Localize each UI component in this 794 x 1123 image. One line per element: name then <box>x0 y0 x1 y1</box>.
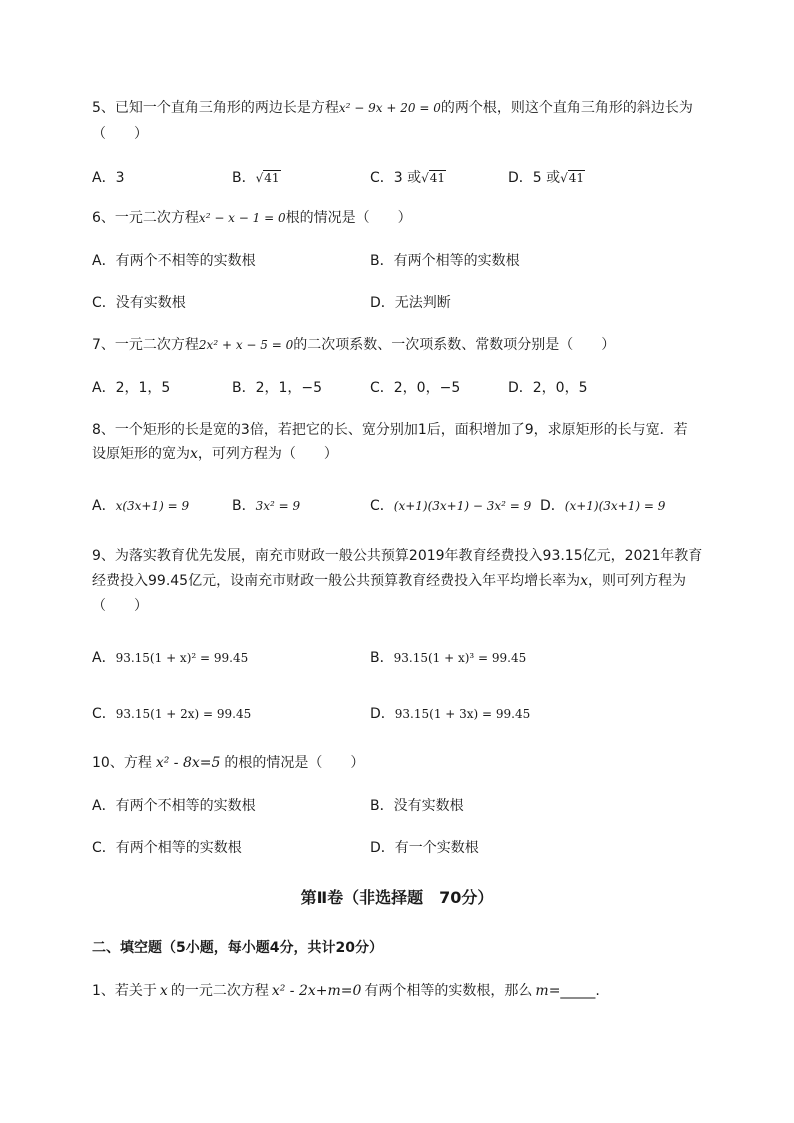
q10-equation: x² - 8x=5 <box>155 755 221 771</box>
q10-stem <box>92 753 364 773</box>
option-equation: 93.15(1 + x)² = 99.45 <box>115 651 249 665</box>
option-label: A． <box>92 498 116 514</box>
q7-option-b: B．2，1，−5 <box>232 380 323 396</box>
q10-suffix: 的根的情况是（ ） <box>224 755 365 771</box>
sqrt-radicand: 41 <box>568 171 585 185</box>
q10-option-d: D．有一个实数根 <box>370 840 479 856</box>
q7-suffix: 的二次项系数、一次项系数、常数项分别是（ ） <box>293 337 616 353</box>
q10-prefix: 10、方程 <box>92 755 152 771</box>
option-label: B． <box>232 170 256 186</box>
part2-title: 第Ⅱ卷（非选择题 70分） <box>300 888 494 907</box>
q9-line2-prefix: 经费投入99.45亿元，设南充市财政一般公共预算教育经费投入年平均增长率为 <box>92 573 581 589</box>
option-equation: (x+1)(3x+1) = 9 <box>564 499 666 513</box>
q9-option-b <box>370 648 526 668</box>
fill1-mid: 的一元二次方程 <box>170 983 269 999</box>
q6-option-d: D．无法判断 <box>370 295 451 311</box>
q6-option-c: C．没有实数根 <box>92 295 186 311</box>
option-label: A． <box>92 650 116 666</box>
q8-stem-line1: 8、一个矩形的长是宽的3倍，若把它的长、宽分别加1后，面积增加了9，求原矩形的长与宽．若 <box>92 422 688 438</box>
option-prefix: 5 或 <box>532 170 561 186</box>
q5-equation: x² − 9x + 20 = 0 <box>338 101 441 115</box>
section-heading: 二、填空题（5小题，每小题4分，共计20分） <box>92 940 383 956</box>
q5-paren: （ ） <box>92 126 148 142</box>
q6-prefix: 6、一元二次方程 <box>92 210 199 226</box>
q8-stem-line2 <box>92 444 338 464</box>
q8-variable: x <box>190 446 198 462</box>
sqrt-symbol: √ <box>255 171 264 185</box>
q7-option-a: A．2，1，5 <box>92 380 171 396</box>
fill1-stem <box>92 981 600 1001</box>
option-label: D． <box>540 498 565 514</box>
q9-line2-suffix: ，则可列方程为 <box>587 573 686 589</box>
q9-option-a <box>92 648 248 668</box>
fill1-blank: =_____. <box>548 983 600 999</box>
q5-prefix: 5、已知一个直角三角形的两边长是方程 <box>92 100 339 116</box>
fill1-variable: x <box>159 983 168 999</box>
q9-paren: （ ） <box>92 598 148 614</box>
q7-prefix: 7、一元二次方程 <box>92 337 199 353</box>
q7-stem <box>92 335 615 355</box>
option-equation: x(3x+1) = 9 <box>115 499 190 513</box>
q9-stem-line2 <box>92 571 686 591</box>
q6-option-a: A．有两个不相等的实数根 <box>92 253 256 269</box>
q8-line2-suffix: ，可列方程为（ ） <box>197 446 338 462</box>
q6-stem <box>92 208 412 228</box>
q10-option-b: B．没有实数根 <box>370 798 464 814</box>
q8-option-a <box>92 496 189 516</box>
q5-stem <box>92 98 693 118</box>
q9-option-d <box>370 704 530 724</box>
option-equation: 93.15(1 + 3x) = 99.45 <box>394 707 531 721</box>
sqrt-symbol: √ <box>421 171 429 185</box>
q5-option-b <box>232 168 281 188</box>
q7-equation: 2x² + x − 5 = 0 <box>198 338 294 352</box>
q8-line2-prefix: 设原矩形的宽为 <box>92 446 190 462</box>
q8-option-c <box>370 496 531 516</box>
fill1-variable-m: m <box>535 983 549 999</box>
option-label: C． <box>370 170 394 186</box>
option-label: D． <box>508 170 533 186</box>
option-equation: 93.15(1 + 2x) = 99.45 <box>115 707 252 721</box>
q5-suffix: 的两个根，则这个直角三角形的斜边长为 <box>440 100 693 116</box>
q9-stem-line1: 9、为落实教育优先发展，南充市财政一般公共预算2019年教育经费投入93.15亿元，2021年教育 <box>92 548 703 564</box>
q7-option-c: C．2，0，−5 <box>370 380 461 396</box>
option-label: C． <box>92 706 116 722</box>
q5-option-c <box>370 168 446 188</box>
q10-option-c: C．有两个相等的实数根 <box>92 840 242 856</box>
option-prefix: 3 或 <box>393 170 422 186</box>
q7-option-d: D．2，0，5 <box>508 380 588 396</box>
fill1-suffix: 有两个相等的实数根，那么 <box>364 983 533 999</box>
sqrt-radicand: 41 <box>264 171 280 185</box>
q5-option-a <box>92 168 125 188</box>
fill1-equation: x² - 2x+m=0 <box>271 983 362 999</box>
fill1-prefix: 1、若关于 <box>92 983 157 999</box>
option-equation: 93.15(1 + x)³ = 99.45 <box>393 651 527 665</box>
option-equation: (x+1)(3x+1) − 3x² = 9 <box>393 499 532 513</box>
q9-option-c <box>92 704 251 724</box>
option-equation: 3x² = 9 <box>255 499 301 513</box>
q10-option-a: A．有两个不相等的实数根 <box>92 798 256 814</box>
q9-variable: x <box>580 573 588 589</box>
q5-option-d <box>508 168 585 188</box>
q8-option-b <box>232 496 300 516</box>
option-label: A． <box>92 170 116 186</box>
sqrt-radicand: 41 <box>429 171 446 185</box>
sqrt-symbol: √ <box>560 171 568 185</box>
q6-equation: x² − x − 1 = 0 <box>198 211 286 225</box>
option-label: B． <box>232 498 256 514</box>
option-label: D． <box>370 706 395 722</box>
q8-option-d <box>540 496 665 516</box>
q6-suffix: 根的情况是（ ） <box>285 210 412 226</box>
option-label: B． <box>370 650 394 666</box>
option-text: 3 <box>115 170 125 186</box>
q6-option-b: B．有两个相等的实数根 <box>370 253 520 269</box>
option-label: C． <box>370 498 394 514</box>
